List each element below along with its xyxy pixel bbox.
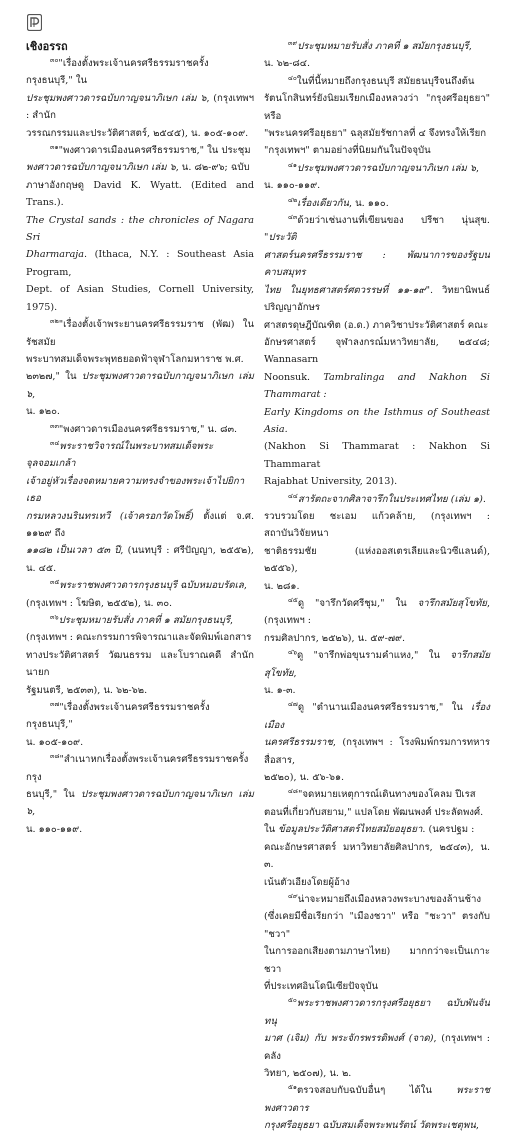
footnote-text: วิทยา, ๒๕๐๗), น. ๒. bbox=[264, 1067, 352, 1079]
footnote-line bbox=[264, 891, 490, 908]
footnote-text: กรมศิลปากร, ๒๕๒๖), น. ๕๙-๗๙. bbox=[264, 632, 406, 644]
footnote-number: ๓๖ bbox=[50, 613, 59, 621]
footnote-text: พระราชพงศาวดารกรุงธนบุรี ฉบับหมอบรัดเล bbox=[59, 580, 244, 592]
footnote-text: ๒๓๒๗," ใน bbox=[26, 371, 82, 383]
footnote-line bbox=[264, 438, 490, 473]
footnote bbox=[264, 891, 490, 995]
footnote-text: (กรุงเทพฯ : คณะกรรมการพิจารณาและจัดพิมพ์เอกสาร bbox=[26, 632, 252, 644]
footnote-number: ๓๐ bbox=[50, 56, 59, 64]
footnote-text: เรื่องเมือง bbox=[264, 702, 490, 731]
footnote-number: ๓๗ bbox=[50, 700, 60, 709]
footnote-line bbox=[264, 1065, 490, 1082]
footnote-text: ดู "ตำนานเมืองนครศรีธรรมราช," ใน bbox=[297, 702, 472, 714]
right-footnote-list bbox=[264, 38, 490, 1135]
footnote-line bbox=[26, 281, 254, 316]
footnote-line bbox=[26, 159, 254, 176]
footnote-text: (Nakhon Si Thammarat : Nakhon Si Thammarat bbox=[264, 441, 490, 470]
footnote bbox=[26, 421, 254, 438]
footnote-text: "พงศาวดารเมืองนครศรีธรรมราช," น. ๘๓. bbox=[58, 423, 238, 435]
footnote-line bbox=[26, 90, 254, 125]
footnote-text: ". วิทยานิพนธ์ปริญญาอักษร bbox=[264, 284, 491, 314]
footnote-line bbox=[26, 734, 254, 751]
footnote-line bbox=[26, 55, 254, 90]
footnote-text: พระบาทสมเด็จพระพุทธยอดฟ้าจุฬาโลกมหาราช พ.ศ. bbox=[26, 353, 244, 365]
footnote-number: ๔๑ bbox=[288, 160, 298, 169]
footnote-line bbox=[26, 612, 254, 629]
footnote-line bbox=[26, 142, 254, 159]
footnote-text: , bbox=[293, 667, 297, 679]
footnote-text: ๒๕๒๐), น. ๕๖-๖๑. bbox=[264, 772, 345, 784]
publisher-logo-icon bbox=[27, 14, 42, 31]
footnote-text: , (กรุงเทพฯ : bbox=[264, 598, 490, 627]
footnote-line bbox=[26, 177, 254, 212]
footnote-text: ตั้งแต่ จ.ศ. ๑๑๒๙ ถึง bbox=[26, 510, 254, 539]
footnote-text: น. ๒๘๑. bbox=[264, 580, 300, 592]
footnote-text: พระราชวิจารณ์ในพระบาทสมเด็จพระจุลจอมเกล้า bbox=[26, 440, 214, 470]
footnote-text: น. ๑๑๐-๑๑๙. bbox=[264, 180, 321, 192]
footnote-line bbox=[26, 125, 254, 142]
footnote-line bbox=[264, 908, 490, 943]
footnote-line bbox=[26, 682, 254, 699]
footnote bbox=[264, 699, 490, 786]
footnotes-left-column bbox=[26, 38, 254, 838]
footnote bbox=[264, 595, 490, 647]
footnote-text: . (นครปฐม : bbox=[422, 824, 475, 836]
footnote-line bbox=[264, 212, 490, 247]
footnote bbox=[26, 699, 254, 751]
footnote-number: ๓๘ bbox=[50, 752, 60, 761]
footnote-text: , bbox=[230, 615, 234, 626]
footnote-line bbox=[264, 543, 490, 578]
footnote-text: พระราชพงศาวดาร bbox=[264, 1085, 490, 1114]
footnote-text: ประชุมพงศาวดารฉบับกาญจนาภิเษก เล่ม ๖ bbox=[26, 371, 254, 400]
footnote-number: ๓๓ bbox=[50, 421, 59, 430]
footnote-text: ที่ประเทศอินโดนีเซียปัจจุบัน bbox=[264, 980, 379, 992]
footnote-text: "กรุงเทพฯ" ตามอย่างที่นิยมกันในปัจจุบัน bbox=[264, 145, 431, 157]
footnotes-right-column bbox=[264, 38, 490, 1135]
footnote-line bbox=[26, 351, 254, 368]
footnote-text: ภาษาอังกฤษดู David K. Wyatt. (Edited and Trans.). bbox=[26, 179, 254, 209]
footnote-text: Rajabhat University, 2013). bbox=[264, 476, 398, 488]
footnote-line bbox=[26, 246, 254, 281]
footnote-text: "สำเนาหกเรื่องตั้งพระเจ้านครศรีธรรมราชครั้งกรุง bbox=[26, 754, 249, 783]
footnote bbox=[264, 160, 490, 195]
footnote-text: , bbox=[475, 162, 480, 174]
footnote-text: ๑๑๘๒ เป็นเวลา ๕๓ ปี bbox=[26, 545, 121, 557]
footnote-text: ตอนที่เกี่ยวกับสยาม," แปลโดย พัฒนพงศ์ ประลัดพงศ์. bbox=[264, 806, 484, 818]
footnote-text: Early Kingdoms on the Isthmus of Southeast Asia bbox=[264, 406, 490, 435]
footnote-text: เรื่องเดียวกัน bbox=[297, 197, 349, 209]
footnote-line bbox=[264, 334, 490, 369]
footnote-text: "เรื่องตั้งเจ้าพระยานครศรีธรรมราช (พัฒ) ในรัชสมัย bbox=[26, 319, 254, 348]
footnote bbox=[26, 438, 254, 577]
footnote-line bbox=[26, 821, 254, 838]
footnote-text: ศาสตรดุษฎีบัณฑิต (อ.ด.) ภาควิชาประวัติศาสตร์ คณะ bbox=[264, 319, 489, 331]
footnote-text: The Crystal sands : the chronicles of Nagara Sri bbox=[26, 214, 254, 244]
footnote-text: ใน bbox=[264, 824, 279, 836]
footnote-text: ด้วยว่าเช่นงานที่เขียนของ ปรีชา นุ่นสุข. " bbox=[264, 215, 490, 244]
footnote-line bbox=[264, 978, 490, 995]
footnote-number: ๓๑ bbox=[50, 143, 59, 152]
footnote-text: , (นนทบุรี : ศรีปัญญา, ๒๕๕๒), น. ๔๕. bbox=[26, 545, 254, 574]
footnote-line bbox=[26, 473, 254, 508]
footnote-number: ๕๐ bbox=[288, 996, 297, 1005]
footnote-text: น. ๖๒-๘๔. bbox=[264, 58, 311, 70]
footnote-text: "พระนครศรีอยุธยา" ฉลุสมัยรัชกาลที่ ๔ จึงทรงให้เรียก bbox=[264, 128, 487, 140]
footnote-line bbox=[26, 421, 254, 438]
footnote-text: กรมหลวงนรินทรเทวี (เจ้าครอกวัดโพธิ์) bbox=[26, 510, 194, 522]
footnote-text: ชาติธรรมชัย (แห่งออสเตรเลียและนิวซีแลนด์), ๒๕๕๖), bbox=[264, 545, 490, 575]
footnote bbox=[26, 316, 254, 420]
footnote-text: ประวัติ bbox=[268, 232, 297, 244]
footnote-text: , น. ๘๒-๙๖; ฉบับ bbox=[175, 162, 250, 174]
footnote-line bbox=[264, 699, 490, 734]
footnote-number: ๔๗ bbox=[288, 700, 298, 709]
footnote-text: ไทย ในยุทธศาสตร์ศตวรรษที่ ๑๑-๑๙ bbox=[264, 284, 426, 296]
footnote-text: ศาสตร์นครศรีธรรมราช : พัฒนาการของรัฐบนคาบสมุทร bbox=[264, 249, 490, 279]
footnote-line bbox=[264, 55, 490, 72]
footnote-text: มาศ (เจิม) กับ พระจักรพรรดิพงศ์ (จาด) bbox=[264, 1033, 434, 1045]
footnote-line bbox=[264, 73, 490, 90]
footnote-text: Noonsuk. bbox=[264, 371, 324, 383]
footnote-text: , น. ๑๑๐. bbox=[348, 197, 389, 209]
footnote-text: วรรณกรรมและประวัติศาสตร์, ๒๕๔๕), น. ๑๐๕-๑๐๙. bbox=[26, 127, 249, 139]
footnote-text: (กรุงเทพฯ : โฆษิต, ๒๕๕๒), น. ๓๐. bbox=[26, 597, 173, 609]
footnote-line bbox=[264, 995, 490, 1030]
footnote-text: "จดหมายเหตุการณ์เดินทางของโคลม ปีเรส bbox=[297, 789, 476, 801]
footnote-text: พระราชพงศาวดารกรุงศรีอยุธยา ฉบับพันจันทนุ bbox=[264, 998, 490, 1027]
footnote-text: , bbox=[32, 388, 36, 400]
footnote-line bbox=[264, 595, 490, 630]
footnote-text: , bbox=[468, 41, 472, 52]
footnote bbox=[26, 577, 254, 612]
footnote-text: น่าจะหมายถึงเมืองหลวงพระบางของล้านช้าง bbox=[297, 893, 482, 905]
footnote bbox=[264, 647, 490, 699]
footnote-line bbox=[264, 195, 490, 212]
footnote-number: ๓๙ bbox=[288, 39, 298, 47]
footnote-number: ๔๐ bbox=[288, 73, 297, 82]
footnote-line bbox=[26, 595, 254, 612]
footnote-line bbox=[264, 578, 490, 595]
footnote bbox=[26, 612, 254, 699]
footnote-text: , bbox=[475, 1120, 479, 1132]
footnote-text: , bbox=[243, 580, 247, 592]
footnote-number: ๓๒ bbox=[50, 317, 59, 326]
footnote-text: . (Ithaca, N.Y. : Southeast Asia Program, bbox=[26, 249, 254, 278]
footnote-line bbox=[26, 751, 254, 786]
footnote-line bbox=[26, 316, 254, 351]
footnote-number: ๔๒ bbox=[288, 195, 298, 204]
footnote-line bbox=[264, 734, 490, 769]
footnote-text: น. ๑๑๐-๑๑๙. bbox=[26, 823, 83, 835]
footnote-line bbox=[264, 317, 490, 334]
footnote-line bbox=[264, 369, 490, 404]
footnote-text: . bbox=[284, 423, 288, 435]
footnote-number: ๔๘ bbox=[288, 787, 298, 796]
footnote-text: ประชุมพงศาวดารฉบับกาญจนาภิเษก เล่ม ๖ bbox=[26, 92, 207, 104]
footnote bbox=[264, 38, 490, 73]
footnote-line bbox=[264, 1030, 490, 1065]
footnote-text: ธนบุรี," ใน bbox=[26, 789, 81, 801]
footnote-text: คณะอักษรศาสตร์ มหาวิทยาลัยศิลปากร, ๒๕๔๓), น. ๓. bbox=[264, 841, 490, 871]
footnote bbox=[264, 491, 490, 595]
footnote-text: ประชุมพงศาวดารฉบับกาญจนาภิเษก เล่ม ๖ bbox=[297, 162, 476, 174]
footnote-line bbox=[264, 1082, 490, 1117]
footnote-line bbox=[264, 786, 490, 803]
footnote-text: ข้อมูลประวัติศาสตร์ไทยสมัยอยุธยา bbox=[278, 824, 423, 836]
footnote-text: กรุงศรีอยุธยา ฉบับสมเด็จพระพนรัตน์ วัดพระเชตุพน bbox=[264, 1120, 476, 1132]
footnote-line bbox=[26, 403, 254, 420]
footnote-text: Tambralinga and Nakhon Si Thammarat : bbox=[264, 371, 490, 401]
footnote-text: จารึกสมัยสุโขทัย bbox=[417, 598, 487, 609]
footnote-text: . bbox=[482, 493, 486, 505]
footnote-line bbox=[264, 821, 490, 838]
footnote bbox=[26, 142, 254, 316]
footnote-text: "พงศาวดารเมืองนครศรีธรรมราช," ใน ประชุม bbox=[58, 145, 251, 157]
footnote-line bbox=[264, 804, 490, 821]
footnote-number: ๔๖ bbox=[288, 648, 298, 657]
footnote-line bbox=[264, 177, 490, 194]
footnote-line bbox=[26, 212, 254, 247]
footnote-line bbox=[264, 630, 490, 647]
footnote-text: จารึกสมัยสุโขทัย bbox=[264, 650, 490, 679]
footnote-text: ดู "จารึกวัดศรีชุม," ใน bbox=[297, 598, 418, 609]
footnote-text: ประชุมหมายรับสั่ง ภาคที่ ๑ สมัยกรุงธนบุรี bbox=[297, 41, 469, 52]
footnote-line bbox=[264, 142, 490, 159]
footnote-line bbox=[26, 508, 254, 543]
footnote-line bbox=[264, 282, 490, 317]
footnote-text: ทางประวัติศาสตร์ วัฒนธรรม และโบราณคดี สำนักนายก bbox=[26, 649, 254, 679]
footnote-text: , (กรุงเทพฯ : โรงพิมพ์กรมการทหารสื่อสาร, bbox=[264, 737, 490, 766]
footnote bbox=[264, 786, 490, 890]
footnote bbox=[264, 995, 490, 1082]
footnote-number: ๓๕ bbox=[50, 578, 60, 587]
footnote bbox=[264, 212, 490, 491]
footnote-text: Dharmaraja bbox=[26, 249, 84, 261]
footnote-text: ประชุมพงศาวดารฉบับกาญจนาภิเษก เล่ม ๖ bbox=[26, 789, 254, 818]
footnote-text: อักษรศาสตร์ จุฬาลงกรณ์มหาวิทยาลัย, ๒๕๔๘; Wannasarn bbox=[264, 336, 490, 366]
footnote-text: สารัตถะจากศิลาจารึกในประเทศไทย (เล่ม ๑) bbox=[297, 493, 483, 505]
footnote-text: น. ๑๐๕-๑๐๙. bbox=[26, 736, 84, 748]
footnote-text: รัตนโกสินทร์ยังนิยมเรียกเมืองหลวงว่า "กรุงศรีอยุธยา" หรือ bbox=[264, 93, 490, 122]
footnote-line bbox=[264, 473, 490, 490]
footnote-text: พงศาวดารฉบับกาญจนาภิเษก เล่ม ๖ bbox=[26, 162, 176, 174]
footnote-line bbox=[264, 160, 490, 177]
footnote-line bbox=[26, 438, 254, 473]
footnote-line bbox=[264, 874, 490, 891]
footnote-text: เจ้าอยู่หัวเรื่องจดหมายความทรงจำของพระเจ้าไปยิกาเธอ bbox=[26, 475, 245, 505]
footnote-text: Dept. of Asian Studies, Cornell University, 1975). bbox=[26, 284, 254, 313]
footnote-text: "เรื่องตั้งพระเจ้านครศรีธรรมราชครั้งกรุงธนบุรี," ใน bbox=[26, 58, 209, 87]
footnote-text: (ซึ่งเคยมีชื่อเรียกว่า "เมืองชวา" หรือ "ชะวา" ตรงกับ "ชวา" bbox=[264, 911, 490, 940]
footnote-number: ๔๙ bbox=[288, 891, 298, 900]
footnote-text: น. ๑๒๐. bbox=[26, 406, 60, 418]
footnote-line bbox=[264, 682, 490, 699]
footnote-number: ๕๑ bbox=[288, 1083, 298, 1092]
footnote-text: , (กรุงเทพฯ : คลัง bbox=[264, 1033, 490, 1062]
footnote-text: น. ๑-๓. bbox=[264, 685, 296, 697]
footnote-text: ในที่นี้หมายถึงกรุงธนบุรี สมัยธนบุรีจนถึงต้น bbox=[296, 75, 475, 87]
footnote-line bbox=[26, 577, 254, 594]
left-footnote-list bbox=[26, 55, 254, 838]
footnote-number: ๔๕ bbox=[288, 596, 298, 604]
footnote-number: ๓๔ bbox=[50, 438, 60, 447]
footnote-text: เน้นตัวเอียงโดยผู้อ้าง bbox=[264, 876, 350, 888]
footnote-line bbox=[264, 38, 490, 55]
footnote-line bbox=[264, 839, 490, 874]
footnote bbox=[264, 1082, 490, 1134]
footnote-text: "เรื่องตั้งพระเจ้านครศรีธรรมราชครั้งกรุงธนบุรี," bbox=[26, 702, 210, 731]
footnote-text: รัฐมนตรี, ๒๕๓๓), น. ๖๒-๖๒. bbox=[26, 684, 148, 696]
footnotes-heading: เชิงอรรถ bbox=[26, 40, 68, 53]
footnote-text: , bbox=[32, 806, 36, 818]
footnote-line bbox=[264, 90, 490, 125]
footnote-line bbox=[264, 491, 490, 508]
footnote-text: , (กรุงเทพฯ : สำนัก bbox=[26, 92, 254, 122]
footnote-line bbox=[26, 699, 254, 734]
footnote-line bbox=[264, 943, 490, 978]
footnote-line bbox=[26, 629, 254, 646]
footnote-text: นครศรีธรรมราช bbox=[264, 737, 333, 749]
footnote bbox=[26, 55, 254, 142]
footnote bbox=[264, 195, 490, 212]
footnote-line bbox=[264, 769, 490, 786]
footnote-text: ประชุมหมายรับสั่ง ภาคที่ ๑ สมัยกรุงธนบุรี bbox=[58, 615, 231, 626]
footnote-line bbox=[264, 647, 490, 682]
footnote-text: ดู "จารึกพ่อขุนรามคำแหง," ใน bbox=[297, 650, 451, 662]
footnote-line bbox=[264, 404, 490, 439]
footnote-line bbox=[26, 542, 254, 577]
footnote-text: รวบรวมโดย ชะเอม แก้วคล้าย, (กรุงเทพฯ : สถาบันวิจัยหนา bbox=[264, 510, 490, 540]
footnote-text: ในการออกเสียงตามภาษาไทย) มากกว่าจะเป็นเกาะชวา bbox=[264, 946, 490, 975]
footnote-line bbox=[26, 786, 254, 821]
footnote-line bbox=[264, 125, 490, 142]
footnote-line bbox=[264, 247, 490, 282]
footnote-text: ตรวจสอบกับฉบับอื่นๆ ได้ใน bbox=[297, 1085, 457, 1097]
footnote-line bbox=[264, 1117, 490, 1134]
footnote-line bbox=[26, 647, 254, 682]
footnote-line bbox=[26, 368, 254, 403]
footnote-number: ๔๓ bbox=[288, 213, 298, 222]
footnote-line bbox=[264, 508, 490, 543]
footnote-number: ๔๔ bbox=[288, 491, 298, 500]
footnote bbox=[26, 751, 254, 838]
footnote bbox=[264, 73, 490, 160]
